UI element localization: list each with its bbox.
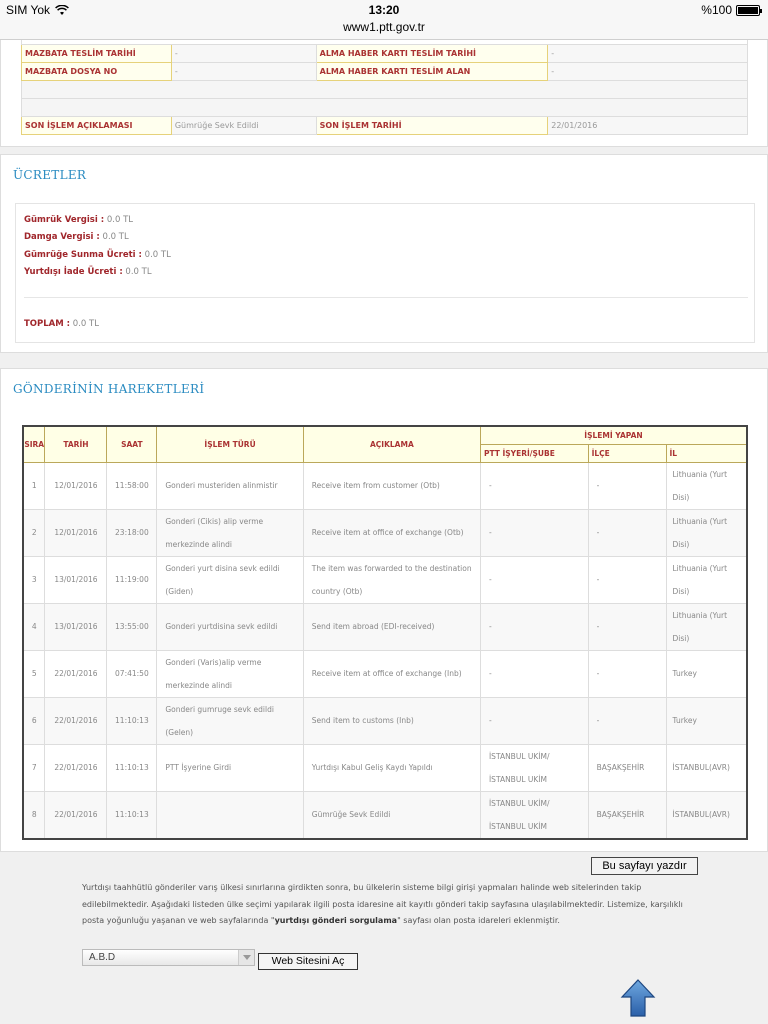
fees-box	[15, 203, 755, 343]
fee-row	[24, 232, 129, 242]
fee-value: 0.0 TL	[102, 232, 129, 242]
cell-sira: 3	[23, 556, 45, 603]
cell-saat: 07:41:50	[107, 650, 157, 697]
cell-sira: 4	[23, 603, 45, 650]
cell-il: Turkey	[666, 697, 747, 744]
cell-islem	[157, 791, 303, 839]
info-row	[22, 116, 748, 134]
fee-row	[24, 267, 152, 277]
note-text-1: Yurtdışı taahhütlü gönderiler varış ülkesi sınırlarına girdikten sonra, bu ülkelerin sisteme bilgi girişi yapmaları halinde web sitelerinden takip edilebilmektedir. Aşağıdaki listeden ülke seçimi yapılarak ilgili posta idaresine ait kayıtlı gönderi takip sayfasına ulaşılabilmektedir. Listemize, karşılıklı posta yoğunluğu yaşanan ve web sayfalarında "	[82, 883, 683, 925]
cell-islem: Gonderi gumruge sevk edildi (Gelen)	[157, 697, 303, 744]
col-islem-turu: İŞLEM TÜRÜ	[157, 426, 303, 462]
table-row	[23, 697, 747, 744]
cell-aciklama: Send item to customs (Inb)	[303, 697, 480, 744]
table-row	[23, 462, 747, 509]
info-note	[82, 880, 692, 930]
table-row	[23, 744, 747, 791]
cell-tarih: 22/01/2016	[45, 650, 107, 697]
cell-sube: -	[480, 509, 588, 556]
total-value: 0.0 TL	[72, 319, 99, 329]
cell-islem: PTT İşyerine Girdi	[157, 744, 303, 791]
cell-sira: 1	[23, 462, 45, 509]
cell-islem: Gonderi (Varis)alip verme merkezinde alindi	[157, 650, 303, 697]
table-row	[23, 556, 747, 603]
up-arrow-icon[interactable]	[620, 978, 656, 1018]
fee-value: 0.0 TL	[106, 215, 133, 225]
cell-islem: Gonderi (Cikis) alip verme merkezinde alindi	[157, 509, 303, 556]
country-select[interactable]	[82, 949, 255, 966]
clock: 13:20	[368, 3, 400, 17]
battery-percent: %100	[701, 3, 732, 17]
info-value: Gümrüğe Sevk Edildi	[171, 116, 316, 134]
cell-ilce: BAŞAKŞEHİR	[588, 744, 666, 791]
cell-aciklama: Yurtdışı Kabul Geliş Kaydı Yapıldı	[303, 744, 480, 791]
cell-saat: 11:10:13	[107, 744, 157, 791]
cell-il: İSTANBUL(AVR)	[666, 744, 747, 791]
info-label: ALMA HABER KARTI TESLİM TARİHİ	[316, 44, 548, 62]
battery-fill	[738, 7, 758, 14]
info-blank-cell	[22, 98, 748, 116]
battery-icon	[736, 5, 760, 16]
cell-sube: -	[480, 697, 588, 744]
cell-ilce: -	[588, 603, 666, 650]
cell-tarih: 13/01/2016	[45, 603, 107, 650]
cell-aciklama: Send item abroad (EDI-received)	[303, 603, 480, 650]
fee-label: Damga Vergisi :	[24, 232, 100, 242]
cell-sira: 6	[23, 697, 45, 744]
fee-value: 0.0 TL	[125, 267, 152, 277]
note-text-2: " sayfası olan posta idareleri eklenmiştir.	[397, 916, 560, 925]
info-row	[22, 44, 748, 62]
movements-table	[22, 425, 748, 840]
cell-il: Lithuania (Yurt Disi)	[666, 603, 747, 650]
cell-il: Lithuania (Yurt Disi)	[666, 509, 747, 556]
col-islemi-yapan: İŞLEMİ YAPAN	[480, 426, 747, 444]
info-label: SON İŞLEM TARİHİ	[316, 116, 548, 134]
cell-ilce: BAŞAKŞEHİR	[588, 791, 666, 839]
cell-sira: 8	[23, 791, 45, 839]
col-ilce: İLÇE	[588, 444, 666, 462]
cell-aciklama: The item was forwarded to the destination country (Otb)	[303, 556, 480, 603]
cell-sube: İSTANBUL UKİM/ İSTANBUL UKİM	[480, 744, 588, 791]
cell-sira: 5	[23, 650, 45, 697]
fee-label: Gümrüğe Sunma Ücreti :	[24, 250, 142, 260]
print-page-button[interactable]: Bu sayfayı yazdır	[591, 857, 698, 875]
cell-islem: Gonderi yurt disina sevk edildi (Giden)	[157, 556, 303, 603]
info-blank-cell	[22, 80, 748, 98]
fee-row	[24, 215, 133, 225]
info-value: 22/01/2016	[548, 116, 748, 134]
col-tarih: TARİH	[45, 426, 107, 462]
open-website-button[interactable]: Web Sitesini Aç	[258, 953, 358, 970]
info-value: -	[171, 62, 316, 80]
cell-tarih: 12/01/2016	[45, 509, 107, 556]
info-row	[22, 62, 748, 80]
cell-saat: 13:55:00	[107, 603, 157, 650]
cell-aciklama: Receive item at office of exchange (Otb)	[303, 509, 480, 556]
info-blank-row	[22, 80, 748, 98]
col-aciklama: AÇIKLAMA	[303, 426, 480, 462]
cell-aciklama: Gümrüğe Sevk Edildi	[303, 791, 480, 839]
status-bar	[0, 0, 768, 40]
fee-value: 0.0 TL	[144, 250, 171, 260]
cell-tarih: 22/01/2016	[45, 697, 107, 744]
table-row	[23, 509, 747, 556]
fee-label: Gümrük Vergisi :	[24, 215, 105, 225]
shipment-info-panel	[0, 40, 768, 147]
cell-saat: 23:18:00	[107, 509, 157, 556]
table-row	[23, 603, 747, 650]
col-sube: PTT İŞYERİ/ŞUBE	[480, 444, 588, 462]
movements-body	[23, 462, 747, 839]
cell-tarih: 22/01/2016	[45, 744, 107, 791]
cell-aciklama: Receive item at office of exchange (Inb)	[303, 650, 480, 697]
info-blank-row	[22, 98, 748, 116]
fees-divider	[24, 297, 748, 298]
col-saat: SAAT	[107, 426, 157, 462]
cell-islem: Gonderi yurtdisina sevk edildi	[157, 603, 303, 650]
cell-il: İSTANBUL(AVR)	[666, 791, 747, 839]
col-il: İL	[666, 444, 747, 462]
cell-ilce: -	[588, 462, 666, 509]
info-label: ALMA HABER KARTI TESLİM ALAN	[316, 62, 548, 80]
country-select-value: A.B.D	[89, 952, 116, 963]
status-right	[701, 3, 760, 17]
cell-tarih: 12/01/2016	[45, 462, 107, 509]
cell-tarih: 13/01/2016	[45, 556, 107, 603]
cell-il: Lithuania (Yurt Disi)	[666, 462, 747, 509]
info-value: -	[171, 44, 316, 62]
fee-label: Yurtdışı İade Ücreti :	[24, 267, 123, 277]
info-label: MAZBATA TESLİM TARİHİ	[22, 44, 172, 62]
address-bar-url[interactable]: www1.ptt.gov.tr	[343, 20, 425, 34]
cell-sira: 7	[23, 744, 45, 791]
cell-saat: 11:58:00	[107, 462, 157, 509]
shipment-info-table	[21, 40, 748, 135]
total-label: TOPLAM :	[24, 319, 71, 329]
info-value: -	[548, 62, 748, 80]
cell-saat: 11:10:13	[107, 697, 157, 744]
cell-aciklama: Receive item from customer (Otb)	[303, 462, 480, 509]
cell-il: Lithuania (Yurt Disi)	[666, 556, 747, 603]
cell-ilce: -	[588, 556, 666, 603]
cell-ilce: -	[588, 697, 666, 744]
col-sira: SIRA	[23, 426, 45, 462]
fee-total-row	[24, 319, 99, 329]
cell-saat: 11:19:00	[107, 556, 157, 603]
note-bold: yurtdışı gönderi sorgulama	[274, 916, 398, 925]
chevron-down-icon	[238, 950, 254, 965]
cell-il: Turkey	[666, 650, 747, 697]
info-value: -	[548, 44, 748, 62]
carrier-label: SIM Yok	[6, 3, 51, 17]
cell-ilce: -	[588, 509, 666, 556]
cell-sube: -	[480, 603, 588, 650]
cell-sira: 2	[23, 509, 45, 556]
info-label: MAZBATA DOSYA NO	[22, 62, 172, 80]
cell-sube: -	[480, 556, 588, 603]
cell-sube: -	[480, 462, 588, 509]
cell-saat: 11:10:13	[107, 791, 157, 839]
movements-panel	[0, 368, 768, 852]
cell-islem: Gonderi musteriden alinmistir	[157, 462, 303, 509]
cell-sube: İSTANBUL UKİM/ İSTANBUL UKİM	[480, 791, 588, 839]
info-label: SON İŞLEM AÇIKLAMASI	[22, 116, 172, 134]
cell-tarih: 22/01/2016	[45, 791, 107, 839]
fees-panel	[0, 154, 768, 353]
cell-sube: -	[480, 650, 588, 697]
movements-title: GÖNDERİNİN HAREKETLERİ	[13, 382, 205, 396]
fees-title: ÜCRETLER	[13, 168, 87, 182]
table-row	[23, 791, 747, 839]
cell-ilce: -	[588, 650, 666, 697]
table-row	[23, 650, 747, 697]
fee-row	[24, 250, 171, 260]
